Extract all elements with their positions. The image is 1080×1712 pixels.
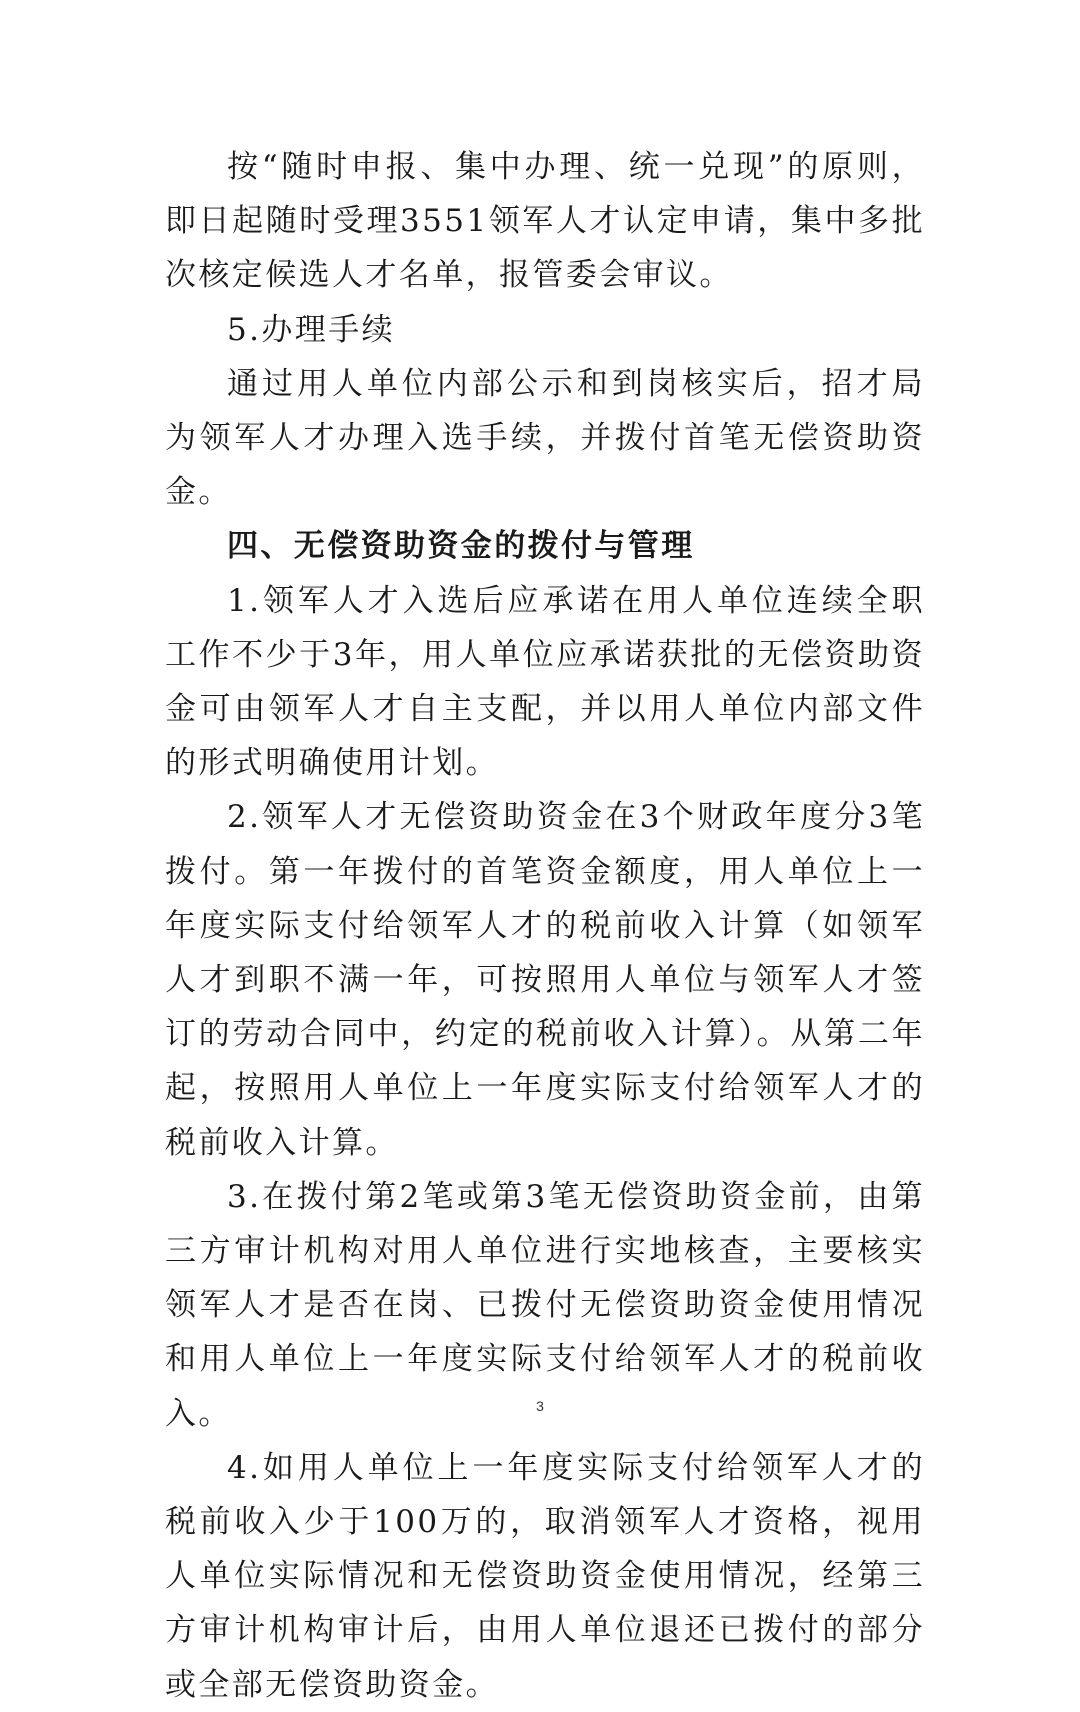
paragraph-item-1: 1.领军人才入选后应承诺在用人单位连续全职工作不少于3年，用人单位应承诺获批的无偿资助资金可由领军人才自主支配，并以用人单位内部文件的形式明确使用计划。 <box>165 582 925 782</box>
document-body <box>165 140 925 1712</box>
subheading-procedures: 5.办理手续 <box>227 311 395 348</box>
paragraph-item-4: 4.如用人单位上一年度实际支付给领军人才的税前收入少于100万的，取消领军人才资格，视用人单位实际情况和无偿资助资金使用情况，经第三方审计机构审计后，由用人单位退还已拨付的部分或全部无偿资助资金。 <box>165 1449 925 1703</box>
paragraph-procedures: 通过用人单位内部公示和到岗核实后，招才局为领军人才办理入选手续，并拨付首笔无偿资助资金。 <box>165 365 925 511</box>
page-number: 3 <box>536 1398 544 1414</box>
paragraph-item-2: 2.领军人才无偿资助资金在3个财政年度分3笔拨付。第一年拨付的首笔资金额度，用人单位上一年度实际支付给领军人才的税前收入计算（如领军人才到职不满一年，可按照用人单位与领军人才签订的劳动合同中，约定的税前收入计算）。从第二年起，按照用人单位上一年度实际支付给领军人才的税前收入计算。 <box>165 799 925 1161</box>
paragraph-item-3: 3.在拨付第2笔或第3笔无偿资助资金前，由第三方审计机构对用人单位进行实地核查，主要核实领军人才是否在岗、已拨付无偿资助资金使用情况和用人单位上一年度实际支付给领军人才的税前收入。 <box>165 1178 925 1432</box>
paragraph-application-principle: 按“随时申报、集中办理、统一兑现”的原则，即日起随时受理3551领军人才认定申请，集中多批次核定候选人才名单，报管委会审议。 <box>165 149 925 294</box>
section-heading-funding-management: 四、无偿资助资金的拨付与管理 <box>227 528 695 565</box>
